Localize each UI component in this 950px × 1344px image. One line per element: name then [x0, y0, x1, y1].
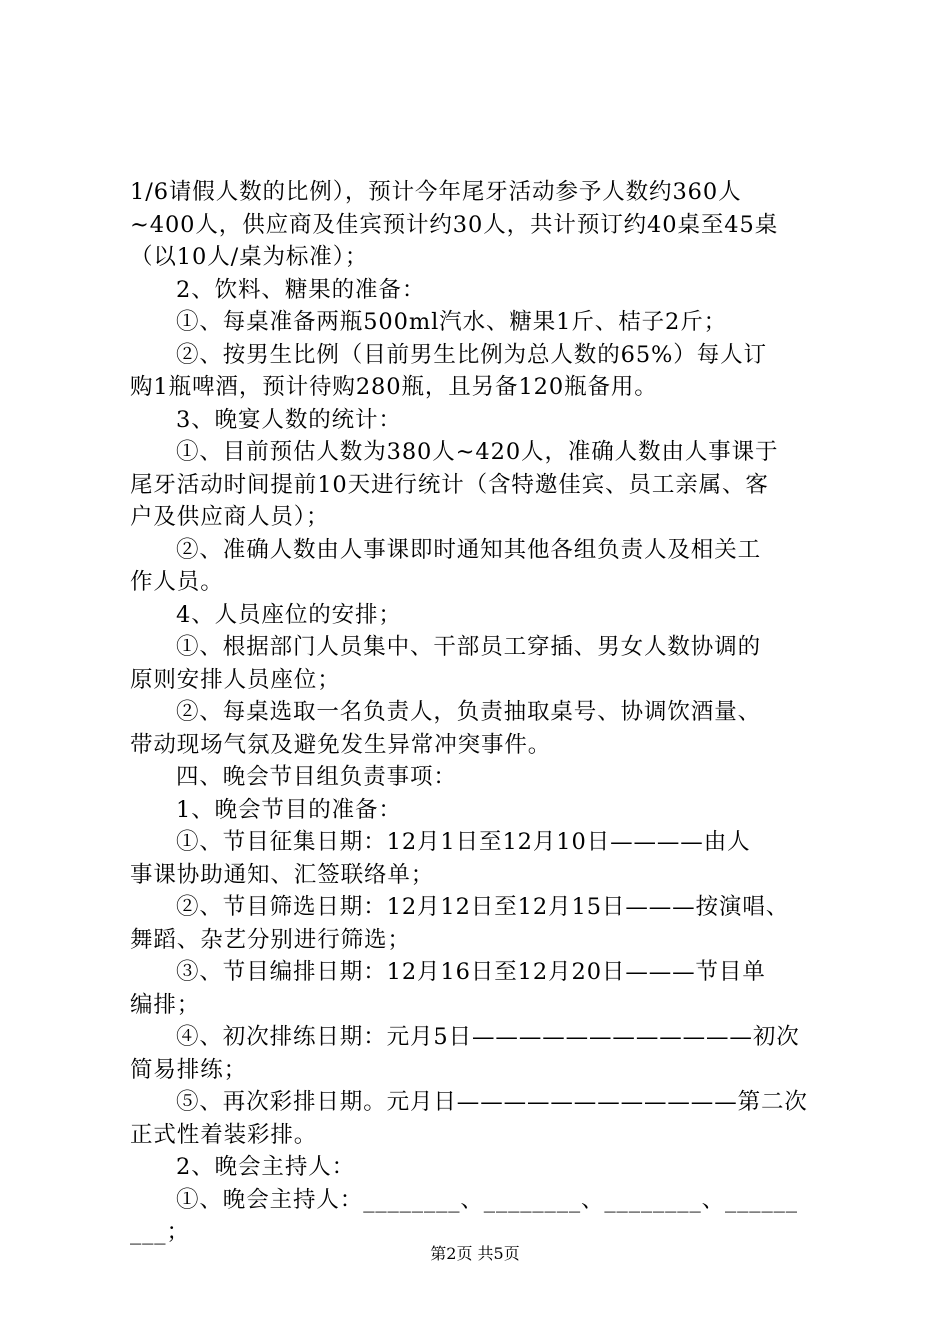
text-line-32: ①、晚会主持人：________、________、________、______ [176, 1186, 798, 1213]
text-line-19: 四、晚会节目组负责事项： [176, 764, 457, 790]
text-line-23: ②、节目筛选日期：12月12日至12月15日———按演唱、 [176, 894, 790, 920]
text-line-24: 舞蹈、杂艺分别进行筛选； [130, 926, 411, 953]
document-body [130, 176, 832, 1249]
text-line-11: 户及供应商人员）； [130, 504, 330, 530]
text-line-20: 1、晚会节目的准备： [176, 796, 402, 823]
text-line-21: ①、节目征集日期：12月1日至12月10日————由人 [176, 829, 751, 855]
text-line-18: 带动现场气氛及避免发生异常冲突事件。 [130, 731, 552, 758]
text-line-9: ①、目前预估人数为380人~420人，准确人数由人事课于 [176, 439, 779, 465]
page-number-footer: 第2页 共5页 [430, 1244, 520, 1263]
text-line-1: 1/6请假人数的比例），预计今年尾牙活动参予人数约360人 [130, 179, 742, 205]
text-line-10: 尾牙活动时间提前10天进行统计（含特邀佳宾、员工亲属、客 [130, 471, 769, 498]
text-line-31: 2、晚会主持人： [176, 1154, 356, 1180]
text-line-22: 事课协助通知、汇签联络单； [130, 861, 435, 888]
text-line-6: ②、按男生比例（目前男生比例为总人数的65%）每人订 [176, 341, 767, 368]
text-line-3: （以10人/桌为标准）； [130, 244, 369, 270]
text-line-27: ④、初次排练日期：元月5日————————————初次 [176, 1024, 800, 1050]
text-line-15: ①、根据部门人员集中、干部员工穿插、男女人数协调的 [176, 634, 762, 660]
text-line-17: ②、每桌选取一名负责人，负责抽取桌号、协调饮酒量、 [176, 699, 762, 725]
text-line-13: 作人员。 [130, 569, 224, 595]
text-line-8: 3、晚宴人数的统计： [176, 406, 402, 433]
text-line-28: 简易排练； [130, 1056, 248, 1083]
text-line-16: 原则安排人员座位； [130, 666, 341, 693]
text-line-33: ___； [130, 1219, 190, 1245]
text-line-5: ①、每桌准备两瓶500ml汽水、糖果1斤、桔子2斤； [176, 309, 728, 335]
text-line-26: 编排； [130, 991, 201, 1018]
text-line-12: ②、准确人数由人事课即时通知其他各组负责人及相关工 [176, 536, 762, 563]
text-line-25: ③、节目编排日期：12月16日至12月20日———节目单 [176, 959, 766, 985]
text-line-14: 4、人员座位的安排； [176, 601, 402, 628]
text-line-30: 正式性着装彩排。 [130, 1121, 318, 1148]
text-line-4: 2、饮料、糖果的准备： [176, 276, 426, 303]
text-line-7: 购1瓶啤酒，预计待购280瓶，且另备120瓶备用。 [130, 374, 658, 400]
text-line-29: ⑤、再次彩排日期。元月日————————————第二次 [176, 1089, 808, 1115]
text-line-2: ~400人，供应商及佳宾预计约30人，共计预订约40桌至45桌 [130, 211, 779, 238]
